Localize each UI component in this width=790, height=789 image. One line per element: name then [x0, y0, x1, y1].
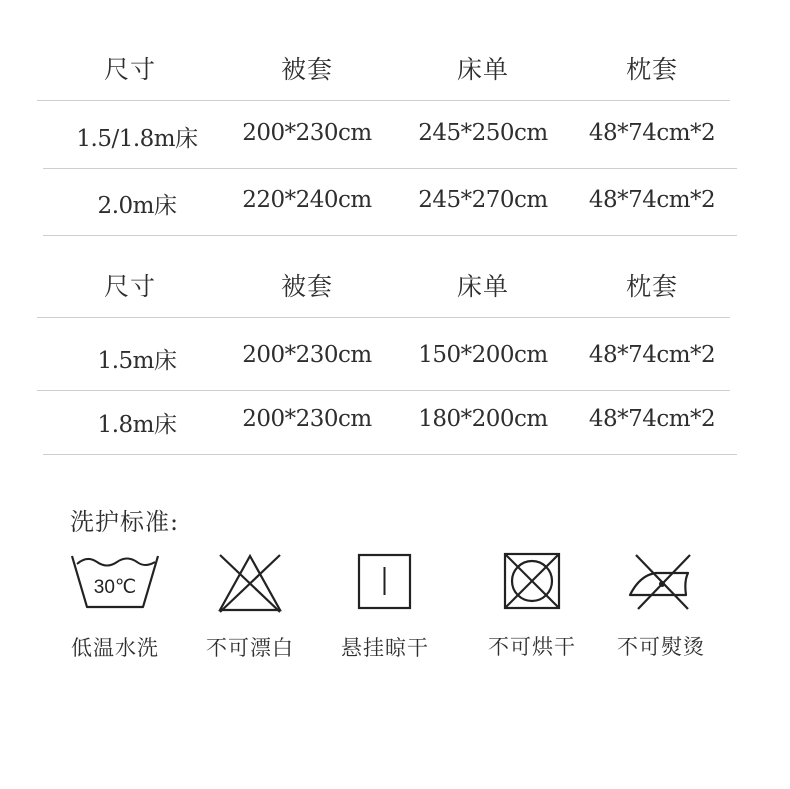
cell-pillowcase: 48*74cm*2	[588, 120, 716, 146]
divider	[43, 235, 737, 236]
care-label: 不可漂白	[206, 636, 294, 660]
header-bed-sheet: 床单	[456, 272, 510, 301]
header-pillowcase: 枕套	[625, 272, 679, 301]
header-pillowcase: 枕套	[625, 55, 679, 84]
header-duvet-cover: 被套	[280, 55, 334, 84]
cell-size: 1.5/1.8m床	[76, 126, 198, 152]
header-size: 尺寸	[103, 55, 157, 84]
cell-pillowcase: 48*74cm*2	[588, 342, 716, 368]
cell-bed-sheet: 245*270cm	[418, 187, 548, 213]
cell-size: 1.8m床	[97, 412, 177, 438]
care-label: 悬挂晾干	[341, 636, 429, 660]
care-item-line-dry	[325, 553, 445, 662]
cell-bed-sheet: 245*250cm	[418, 120, 548, 146]
divider	[37, 390, 730, 391]
cell-pillowcase: 48*74cm*2	[588, 406, 716, 432]
no-iron-icon	[626, 551, 696, 611]
divider	[43, 168, 737, 169]
care-title: 洗护标准:	[70, 508, 180, 536]
cell-size: 2.0m床	[97, 193, 177, 219]
cell-size: 1.5m床	[97, 348, 177, 374]
cell-duvet-cover: 200*230cm	[242, 406, 372, 432]
cell-bed-sheet: 180*200cm	[418, 406, 548, 432]
header-bed-sheet: 床单	[456, 55, 510, 84]
cell-bed-sheet: 150*200cm	[418, 342, 548, 368]
header-duvet-cover: 被套	[280, 272, 334, 301]
care-label: 低温水洗	[71, 636, 159, 660]
cell-pillowcase: 48*74cm*2	[588, 187, 716, 213]
no-tumble-dry-icon	[502, 551, 562, 611]
care-item-no-bleach	[190, 552, 310, 662]
wash-temp-label: 30℃	[93, 577, 137, 598]
care-item-no-iron	[601, 551, 721, 661]
cell-duvet-cover: 220*240cm	[242, 187, 372, 213]
divider	[37, 317, 730, 318]
care-label: 不可熨烫	[617, 635, 705, 659]
care-label: 不可烘干	[488, 635, 576, 659]
cell-duvet-cover: 200*230cm	[242, 120, 372, 146]
line-dry-icon	[357, 553, 413, 611]
no-bleach-icon	[218, 552, 282, 614]
header-size: 尺寸	[103, 272, 157, 301]
divider	[37, 100, 730, 101]
care-item-wash	[55, 552, 175, 662]
care-item-no-tumble-dry	[472, 551, 592, 661]
wash-30-icon	[69, 552, 161, 610]
cell-duvet-cover: 200*230cm	[242, 342, 372, 368]
divider	[43, 454, 737, 455]
